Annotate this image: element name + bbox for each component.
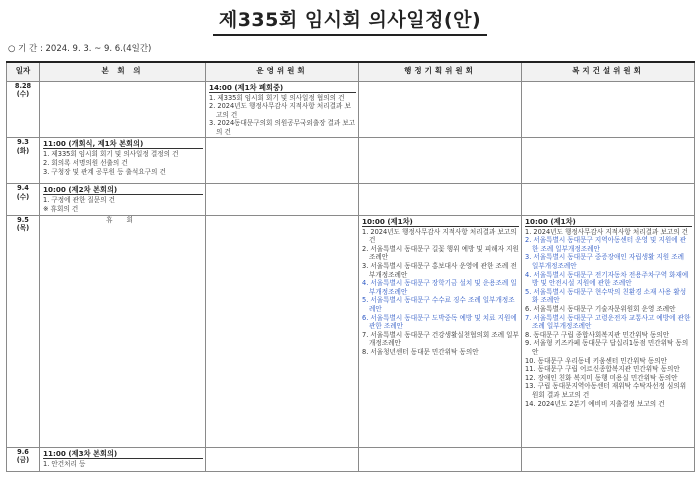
session-period: ○ 기 간 : 2024. 9. 3. ~ 9. 6.(4일간): [8, 44, 152, 54]
session-time-slot: 10:00 (제1차): [362, 217, 519, 227]
agenda-item: 14. 2024년도 2분기 예비비 지출결정 보고의 건: [525, 399, 665, 408]
admin-cell: [359, 81, 522, 138]
agenda-item: 13. 구립 동대문지역아동센터 재위탁 수탁자선정 심의위원회 결과 보고의 건: [525, 382, 687, 399]
session-time-slot: 10:00 (제1차): [525, 217, 692, 227]
date-label: 8.28: [14, 81, 32, 90]
agenda-item: 11. 동대문구 구립 어르신종합복지관 민간위탁 동의안: [525, 365, 680, 374]
admin-cell: [359, 138, 522, 184]
date-label: (목): [16, 224, 30, 233]
agenda-item: ※ 휴회의 건: [43, 205, 79, 214]
agenda-item: 7. 서울특별시 동대문구 건강생활실천협의회 조례 일부개정조례안: [362, 330, 519, 348]
steering-cell: [206, 184, 359, 215]
header-admin-committee: 행정기획위원회: [359, 62, 522, 81]
date-cell: [7, 447, 40, 471]
agenda-item: 6. 서울특별시 동대문구 기술자문위원회 운영 조례안: [525, 305, 676, 313]
agenda-item: 1. 안건처리 등: [43, 459, 86, 468]
admin-cell: [359, 184, 522, 215]
date-cell: [7, 81, 40, 138]
header-welfare-committee: 복지건설위원회: [522, 62, 695, 81]
agenda-item: 10. 동대문구 우리동네 키움센터 민간위탁 동의안: [525, 356, 667, 365]
agenda-item: 3. 2024동대문구의회 의원공무국외출장 결과 보고의 건: [209, 119, 356, 136]
agenda-item: 1. 2024년도 행정사무감사 지적사항 처리결과 보고의 건: [362, 227, 517, 245]
welfare-cell: [522, 447, 695, 471]
agenda-item: 3. 서울특별시 동대문구 중증장애인 자립생활 지원 조례 일부개정조례안: [525, 253, 684, 271]
plenary-cell: [40, 138, 206, 184]
session-time-slot: 11:00 (제3차 본회의): [43, 449, 203, 459]
admin-cell: [359, 447, 522, 471]
session-time-slot: 14:00 (제1차 폐회중): [209, 83, 356, 93]
agenda-item: 4. 서울특별시 동대문구 장학기금 설치 및 운용조례 일부개정조례안: [362, 279, 517, 296]
agenda-item: 1. 2024년도 행정사무감사 지적사항 처리결과 보고의 건: [525, 227, 689, 236]
table-row: [7, 81, 695, 138]
agenda-item: 9. 서울형 키즈카페 동대문구 답십리1동점 민간위탁 동의안: [525, 339, 689, 356]
table-row: [7, 184, 695, 215]
header-plenary: 본 회 의: [40, 62, 206, 81]
welfare-cell: [522, 215, 695, 447]
plenary-cell: [40, 184, 206, 215]
date-label: (수): [16, 193, 30, 202]
steering-cell: [206, 81, 359, 138]
date-label: 9.5: [17, 215, 29, 224]
agenda-item: 2. 서울특별시 동대문구 길꽃 행위 예방 및 피해자 지원 조례안: [362, 244, 519, 262]
table-row: [7, 138, 695, 184]
agenda-item: 1. 구정에 관한 질문의 건: [43, 196, 116, 205]
table-row: [7, 215, 695, 447]
steering-cell: [206, 138, 359, 184]
welfare-cell: [522, 184, 695, 215]
session-time-slot: 10:00 (제2차 본회의): [43, 185, 203, 195]
admin-cell: [359, 215, 522, 447]
agenda-item: 8. 서울청년센터 동대문 민간위탁 동의안: [362, 347, 479, 356]
plenary-cell: [40, 215, 206, 447]
agenda-item: 3. 서울특별시 동대문구 홍보대사 운영에 관한 조례 전부개정조례안: [362, 262, 517, 279]
agenda-item: 8. 동대문구 구립 종합사회복지관 민간위탁 동의안: [525, 330, 670, 339]
date-cell: [7, 215, 40, 447]
agenda-table: [6, 61, 695, 472]
date-label: (금): [16, 456, 30, 465]
document-header: [0, 8, 700, 36]
date-label: (수): [16, 90, 30, 99]
agenda-item: 5. 서울특별시 동대문구 현수막의 친환경 소재 사용 활성화 조례안: [525, 287, 687, 305]
agenda-item: 1. 제335회 임시회 회기 및 의사일정 협의의 건: [209, 93, 345, 102]
agenda-item: 4. 서울특별시 동대문구 전기자동차 전용주차구역 화재예방 및 안전시설 지원에 관한 조례안: [525, 270, 689, 288]
table-row: [7, 447, 695, 471]
agenda-item: 2. 2024년도 행정사무감사 지적사항 처리결과 보고의 건: [209, 102, 351, 119]
date-label: 9.3: [17, 138, 29, 147]
agenda-item: 12. 장애인 친화 복지미 동행 미용실 민간위탁 동의안: [525, 373, 678, 382]
table-header-row: [7, 62, 695, 81]
header-steering-committee: 운영위원회: [206, 62, 359, 81]
steering-cell: [206, 215, 359, 447]
agenda-item: 3. 구청장 및 관계 공무원 등 출석요구의 건: [43, 167, 166, 176]
date-label: (화): [16, 147, 30, 156]
header-date: 일자: [7, 62, 40, 81]
agenda-item: 5. 서울특별시 동대문구 수수료 징수 조례 일부개정조례안: [362, 296, 515, 313]
date-label: 9.6: [17, 447, 29, 456]
agenda-item: 7. 서울특별시 동대문구 고령운전자 교통사고 예방에 관한 조례 일부개정조례안: [525, 313, 691, 331]
agenda-item: 2. 회의록 서명의원 선출의 건: [43, 159, 128, 168]
agenda-item: 1. 제335회 임시회 회기 및 의사일정 결정의 건: [43, 150, 179, 159]
welfare-cell: [522, 138, 695, 184]
plenary-cell: [40, 81, 206, 138]
recess-label: 휴 회: [106, 215, 139, 224]
plenary-cell: [40, 447, 206, 471]
agenda-item: 2. 서울특별시 동대문구 지역아동센터 운영 및 지원에 관한 조례 일부개정조례안: [525, 236, 687, 253]
document-title: 제335회 임시회 의사일정(안): [213, 8, 487, 36]
session-time-slot: 11:00 (개회식, 제1차 본회의): [43, 139, 203, 149]
date-label: 9.4: [17, 184, 29, 193]
agenda-item: 6. 서울특별시 동대문구 도박중독 예방 및 치료 지원에 관한 조례안: [362, 313, 517, 331]
date-cell: [7, 184, 40, 215]
welfare-cell: [522, 81, 695, 138]
date-cell: [7, 138, 40, 184]
steering-cell: [206, 447, 359, 471]
